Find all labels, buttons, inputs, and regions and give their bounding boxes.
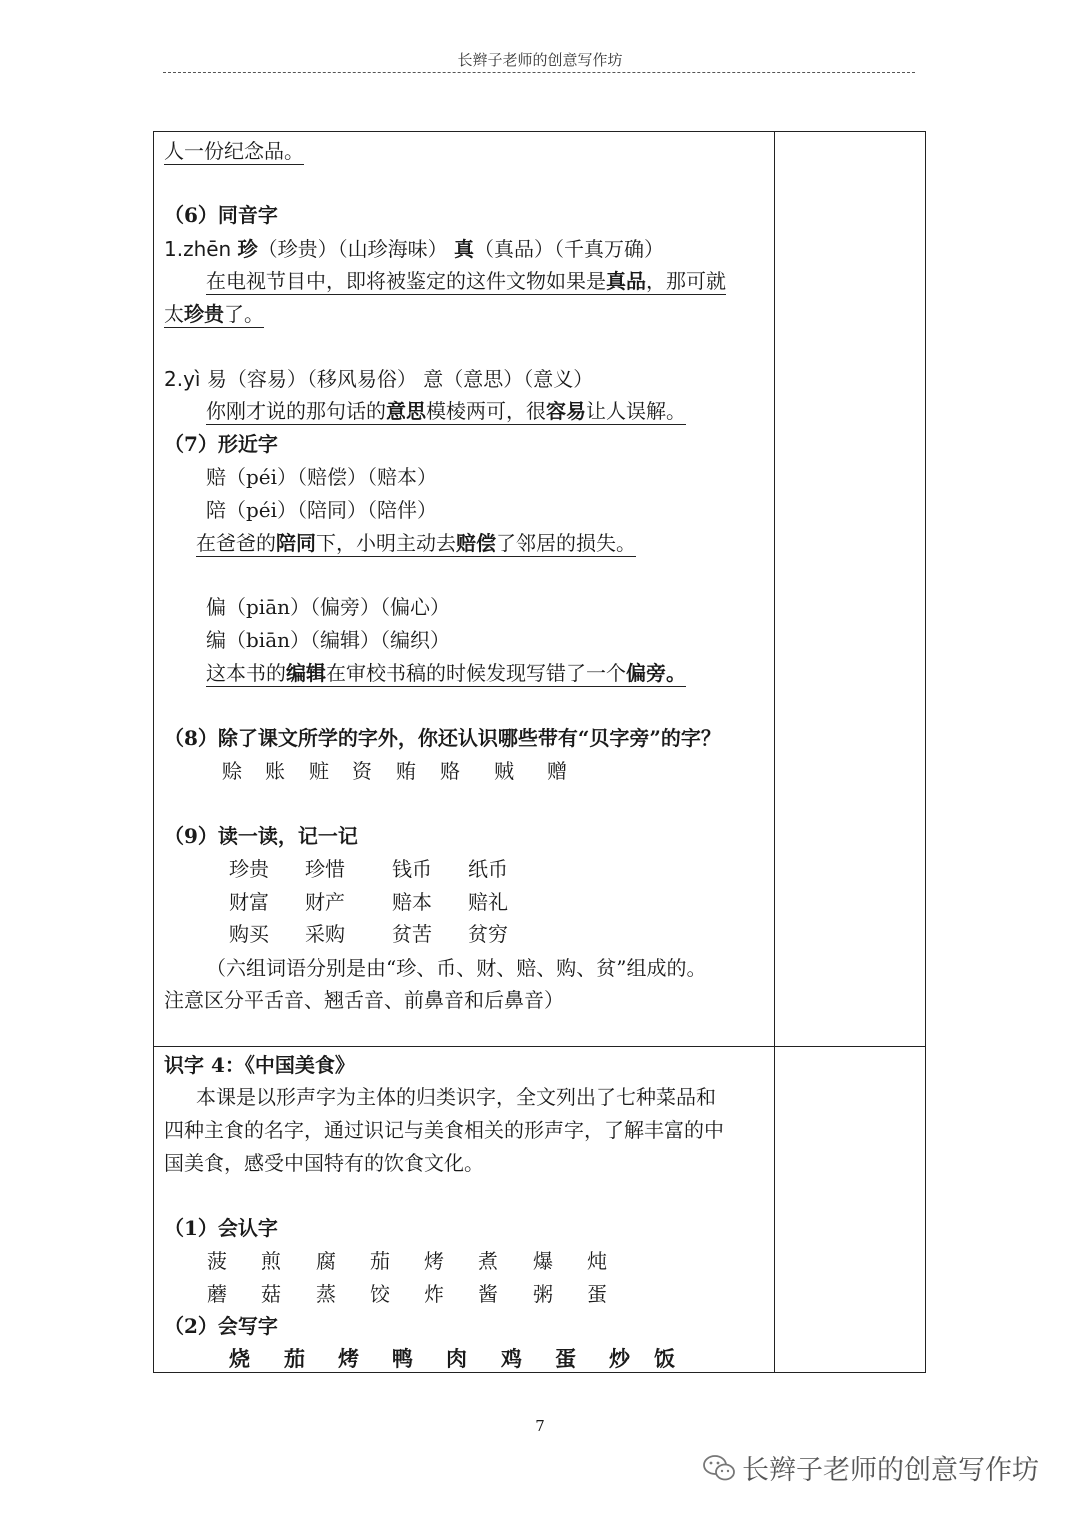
- s5-tail: 人一份纪念品。: [164, 139, 304, 163]
- s6-line1: 1.zhēn 珍（珍贵）（山珍海味） 真（真品）（千真万确）: [164, 237, 664, 261]
- word: 贫苦: [392, 922, 432, 946]
- write-chars-title: （2）会写字: [164, 1314, 278, 1338]
- write-char: 饭: [654, 1346, 675, 1371]
- word: 财富: [229, 890, 269, 914]
- bei-char: 赠: [547, 759, 567, 783]
- s6-title: （6）同音字: [164, 203, 278, 227]
- write-char: 茄: [284, 1346, 305, 1371]
- s7-title: （7）形近字: [164, 432, 278, 456]
- page-number: 7: [535, 1417, 545, 1435]
- read-char: 煮: [478, 1249, 498, 1273]
- write-char: 蛋: [555, 1346, 576, 1371]
- s6-sentence1-b: 太珍贵了。: [164, 302, 264, 326]
- s6-sentence2: 你刚才说的那句话的意思模棱两可，很容易让人误解。: [206, 399, 686, 423]
- s8-title: （8）除了课文所学的字外，你还认识哪些带有“贝字旁”的字？: [164, 726, 721, 750]
- read-chars-row: [0, 1248, 1080, 1274]
- read-char: 茄: [370, 1249, 390, 1273]
- read-char: 粥: [533, 1282, 553, 1306]
- word: 财产: [305, 890, 345, 914]
- word: 赔本: [392, 890, 432, 914]
- read-chars-title: （1）会认字: [164, 1216, 278, 1240]
- s7-word4: 编（biān）（编辑）（编织）: [206, 628, 451, 652]
- bei-char: 赂: [440, 759, 460, 783]
- s9-word-row: [0, 921, 1080, 947]
- lesson4-para-line2: 四种主食的名字，通过识记与美食相关的形声字，了解丰富的中: [164, 1118, 724, 1142]
- word: 珍惜: [305, 857, 345, 881]
- bei-char: 贼: [494, 759, 514, 783]
- word: 纸币: [468, 857, 508, 881]
- bei-char: 贿: [396, 759, 416, 783]
- write-char: 烤: [338, 1346, 359, 1371]
- page-header: 长辫子老师的创意写作坊: [457, 51, 623, 69]
- s7-sentence2: 这本书的编辑在审校书稿的时候发现写错了一个偏旁。: [206, 661, 686, 685]
- bei-char: 赃: [309, 759, 329, 783]
- word: 贫穷: [468, 922, 508, 946]
- read-char: 爆: [533, 1249, 553, 1273]
- s7-word3: 偏（piān）（偏旁）（偏心）: [206, 595, 451, 619]
- read-char: 煎: [261, 1249, 281, 1273]
- s9-word-row: [0, 889, 1080, 915]
- read-char: 菇: [261, 1282, 281, 1306]
- s6-line2: 2.yì 易（容易）（移风易俗） 意（意思）（意义）: [164, 367, 594, 391]
- read-char: 烤: [424, 1249, 444, 1273]
- wechat-icon: [702, 1453, 736, 1483]
- s7-word1: 赔（péi）（赔偿）（赔本）: [206, 465, 438, 489]
- watermark: [702, 1448, 1039, 1487]
- read-char: 炸: [424, 1282, 444, 1306]
- read-char: 菠: [207, 1249, 227, 1273]
- bei-char: 资: [352, 759, 372, 783]
- word: 钱币: [392, 857, 432, 881]
- s9-note-line1: （六组词语分别是由“珍、币、财、赔、购、贫”组成的。: [206, 956, 707, 980]
- watermark-text: 长辫子老师的创意写作坊: [742, 1455, 1039, 1486]
- write-char: 烧: [229, 1346, 250, 1371]
- write-char: 鸡: [501, 1346, 522, 1371]
- write-chars-row: [0, 1346, 1080, 1372]
- header-rule: [163, 72, 915, 73]
- table-column-divider: [774, 131, 775, 1373]
- read-char: 蛋: [587, 1282, 607, 1306]
- s7-sentence1: 在爸爸的陪同下，小明主动去赔偿了邻居的损失。: [196, 531, 636, 555]
- read-char: 蘑: [207, 1282, 227, 1306]
- s9-title: （9）读一读，记一记: [164, 824, 358, 848]
- word: 采购: [305, 922, 345, 946]
- content-table: [153, 131, 926, 1373]
- table-row-divider: [153, 1046, 926, 1047]
- lesson4-para-line3: 国美食，感受中国特有的饮食文化。: [164, 1151, 484, 1175]
- s9-word-row: [0, 856, 1080, 882]
- read-char: 饺: [370, 1282, 390, 1306]
- read-char: 炖: [587, 1249, 607, 1273]
- read-char: 腐: [316, 1249, 336, 1273]
- s9-note-line2: 注意区分平舌音、翘舌音、前鼻音和后鼻音）: [164, 988, 564, 1012]
- write-char: 肉: [446, 1346, 467, 1371]
- write-char: 鸭: [392, 1346, 413, 1371]
- s8-char-row: [0, 758, 1080, 784]
- lesson4-title: 识字 4：《中国美食》: [164, 1053, 355, 1077]
- word: 珍贵: [229, 857, 269, 881]
- read-char: 蒸: [316, 1282, 336, 1306]
- word: 购买: [229, 922, 269, 946]
- s6-sentence1-a: 在电视节目中，即将被鉴定的这件文物如果是真品，那可就: [206, 269, 726, 293]
- read-chars-row: [0, 1281, 1080, 1307]
- word: 赔礼: [468, 890, 508, 914]
- bei-char: 账: [265, 759, 285, 783]
- bei-char: 赊: [222, 759, 242, 783]
- lesson4-para-line1: 本课是以形声字为主体的归类识字，全文列出了七种菜品和: [196, 1085, 716, 1109]
- write-char: 炒: [609, 1346, 630, 1371]
- read-char: 酱: [478, 1282, 498, 1306]
- s7-word2: 陪（péi）（陪同）（陪伴）: [206, 498, 438, 522]
